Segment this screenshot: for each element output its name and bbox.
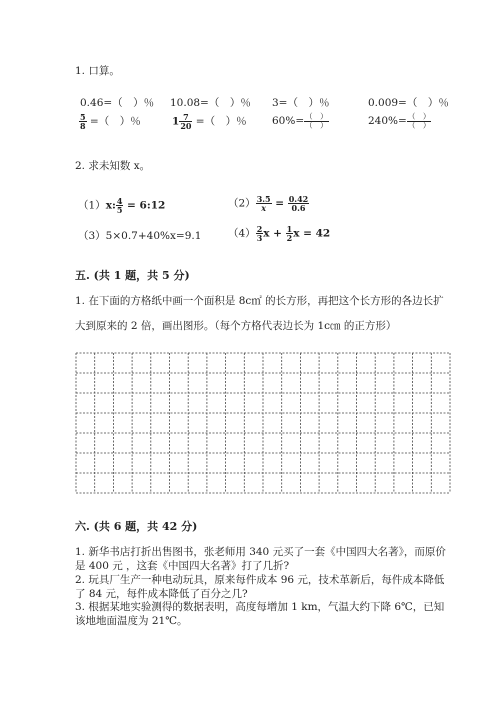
oral-calc-title: 1. 口算。 xyxy=(75,65,120,77)
section-five-heading: 五. (共 1 题，共 5 分) xyxy=(75,269,190,282)
square-grid-paper[interactable] xyxy=(75,352,451,494)
section-six-heading: 六. (共 6 题，共 42 分) xyxy=(75,520,198,533)
question-2-line2: 了 84 元，每件成本降低了百分之几? xyxy=(75,588,248,600)
section-five-line2: 大到原来的 2 倍，画出图形。（每个方格代表边长为 1c㎝ 的正方形） xyxy=(75,320,397,332)
oral-item-1: 0.46=（ ）％ xyxy=(80,97,155,109)
equation-1: （1）x: $\frac{4}{5}$ = 6:12 xyxy=(78,196,166,215)
equation-2: （2） $\frac{3.5}{x}$ = $\frac{0.42}{0.6}$ xyxy=(228,194,309,213)
oral-item-2: 10.08=（ ）％ xyxy=(170,97,251,109)
equation-4: （4） $\frac{2}{3}$ x + $\frac{1}{2}$ x = 42 xyxy=(228,224,331,243)
oral-item-4: 0.009=（ ）％ xyxy=(368,97,449,109)
oral-item-6: 1 $\frac{7}{20}$ =（ ）％ xyxy=(172,112,247,131)
question-3-line2: 该地地面温度为 21℃。 xyxy=(75,615,188,627)
equation-3: （3）5×0.7+40%x=9.1 xyxy=(78,230,202,242)
unknown-title: 2. 求未知数 x。 xyxy=(75,160,151,172)
oral-item-7: 60%= $\frac{( )}{( )}$ xyxy=(272,112,328,130)
question-1-line2: 是 400 元 ，这套《中国四大名著》打了几折? xyxy=(75,560,290,572)
oral-item-8: 240%= $\frac{( )}{( )}$ xyxy=(368,112,431,130)
question-1-line1: 1. 新华书店打折出售图书，张老师用 340 元买了一套《中国四大名著》，而原价 xyxy=(75,546,446,558)
section-five-line1: 1. 在下面的方格纸中画一个面积是 8c㎡ 的长方形，再把这个长方形的各边长扩 xyxy=(75,295,444,307)
oral-item-3: 3=（ ）％ xyxy=(272,97,330,109)
question-3-line1: 3. 根据某地实验测得的数据表明，高度每增加 1 km，气温大约下降 6℃，已知 xyxy=(75,601,445,613)
oral-item-5: $\frac{5}{8}$ =（ ）％ xyxy=(80,112,141,131)
question-2-line1: 2. 玩具厂生产一种电动玩具，原来每件成本 96 元，技术革新后，每件成本降低 xyxy=(75,574,445,586)
